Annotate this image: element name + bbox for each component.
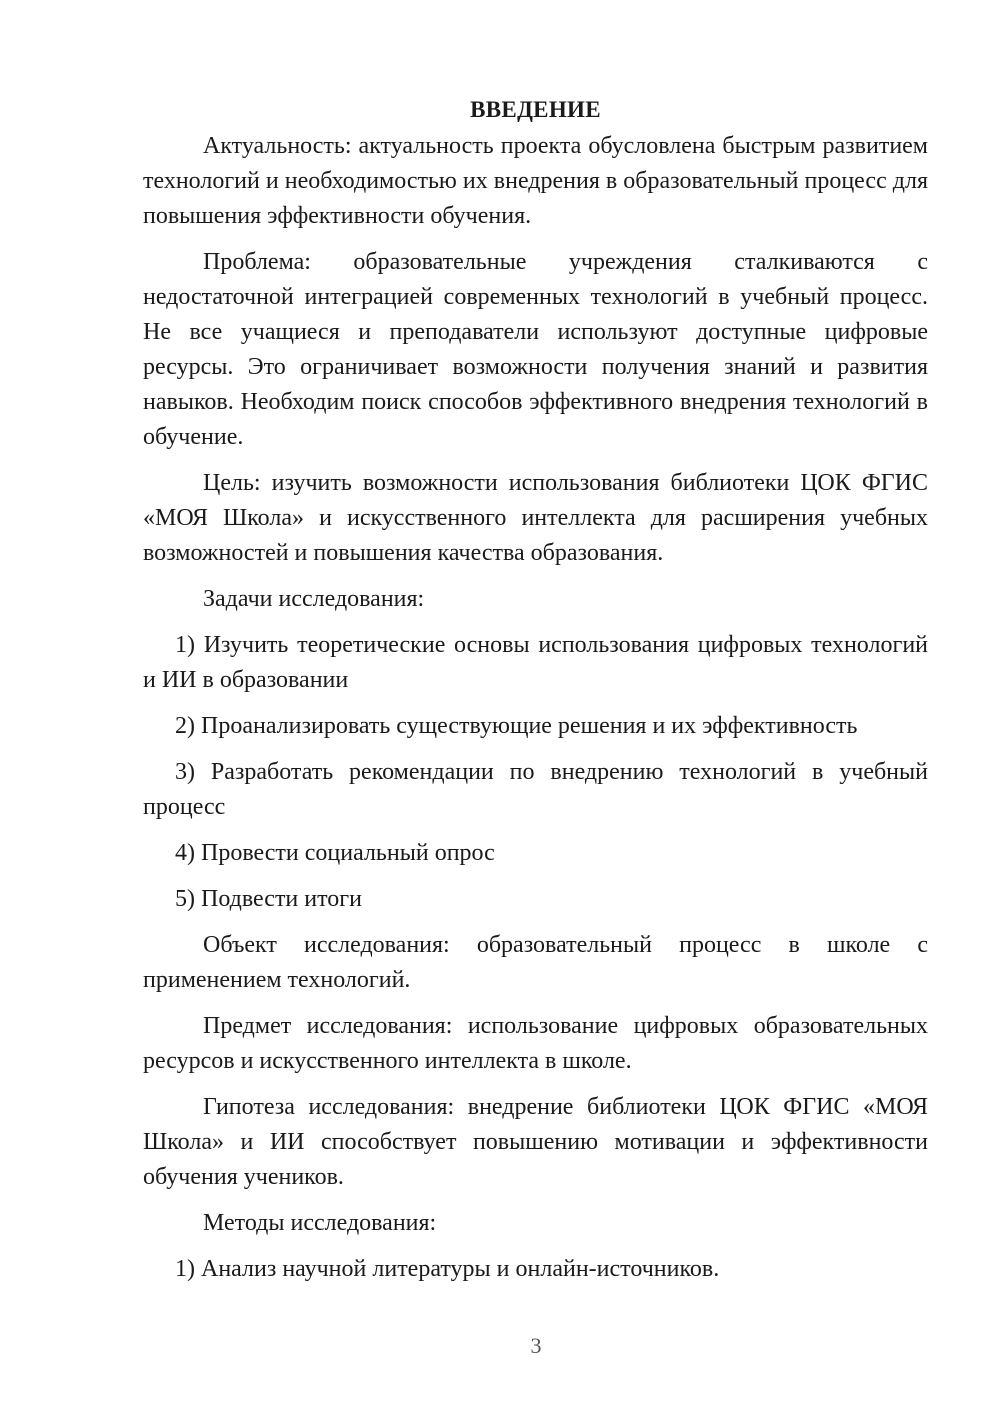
paragraph-relevance: Актуальность: актуальность проекта обусловлена быстрым развитием технологий и необходимостью их внедрения в образовательный процесс для повышения эффективности обучения.	[143, 133, 928, 229]
paragraph-problem: Проблема: образовательные учреждения сталкиваются с недостаточной интеграцией современных технологий в учебный процесс. Не все учащиеся и преподаватели используют доступные цифровые ресурсы. Это ограничивает возможности получения знаний и развития навыков. Необходим поиск способов эффективного внедрения технологий в обучение.	[143, 249, 928, 450]
paragraph-methods-title: Методы исследования:	[203, 1210, 437, 1236]
task-item: 4) Провести социальный опрос	[175, 840, 495, 866]
paragraph-goal: Цель: изучить возможности использования библиотеки ЦОК ФГИС «МОЯ Школа» и искусственного интеллекта для расширения учебных возможностей и повышения качества образования.	[143, 470, 928, 566]
task-item: 2) Проанализировать существующие решения и их эффективность	[175, 713, 858, 739]
page-content	[143, 92, 928, 1298]
section-heading: ВВЕДЕНИЕ	[470, 97, 601, 122]
page-number: 3	[530, 1333, 542, 1358]
task-item: 3) Разработать рекомендации по внедрению технологий в учебный процесс	[143, 759, 928, 820]
paragraph-hypothesis: Гипотеза исследования: внедрение библиотеки ЦОК ФГИС «МОЯ Школа» и ИИ способствует повышению мотивации и эффективности обучения учеников.	[143, 1094, 928, 1190]
paragraph-object: Объект исследования: образовательный процесс в школе с применением технологий.	[143, 932, 928, 993]
paragraph-tasks-title: Задачи исследования:	[203, 586, 425, 612]
method-item: 1) Анализ научной литературы и онлайн-источников.	[175, 1256, 720, 1282]
paragraph-subject: Предмет исследования: использование цифровых образовательных ресурсов и искусственного интеллекта в школе.	[143, 1013, 928, 1074]
task-item: 1) Изучить теоретические основы использования цифровых технологий и ИИ в образовании	[143, 632, 928, 693]
task-item: 5) Подвести итоги	[175, 886, 362, 912]
